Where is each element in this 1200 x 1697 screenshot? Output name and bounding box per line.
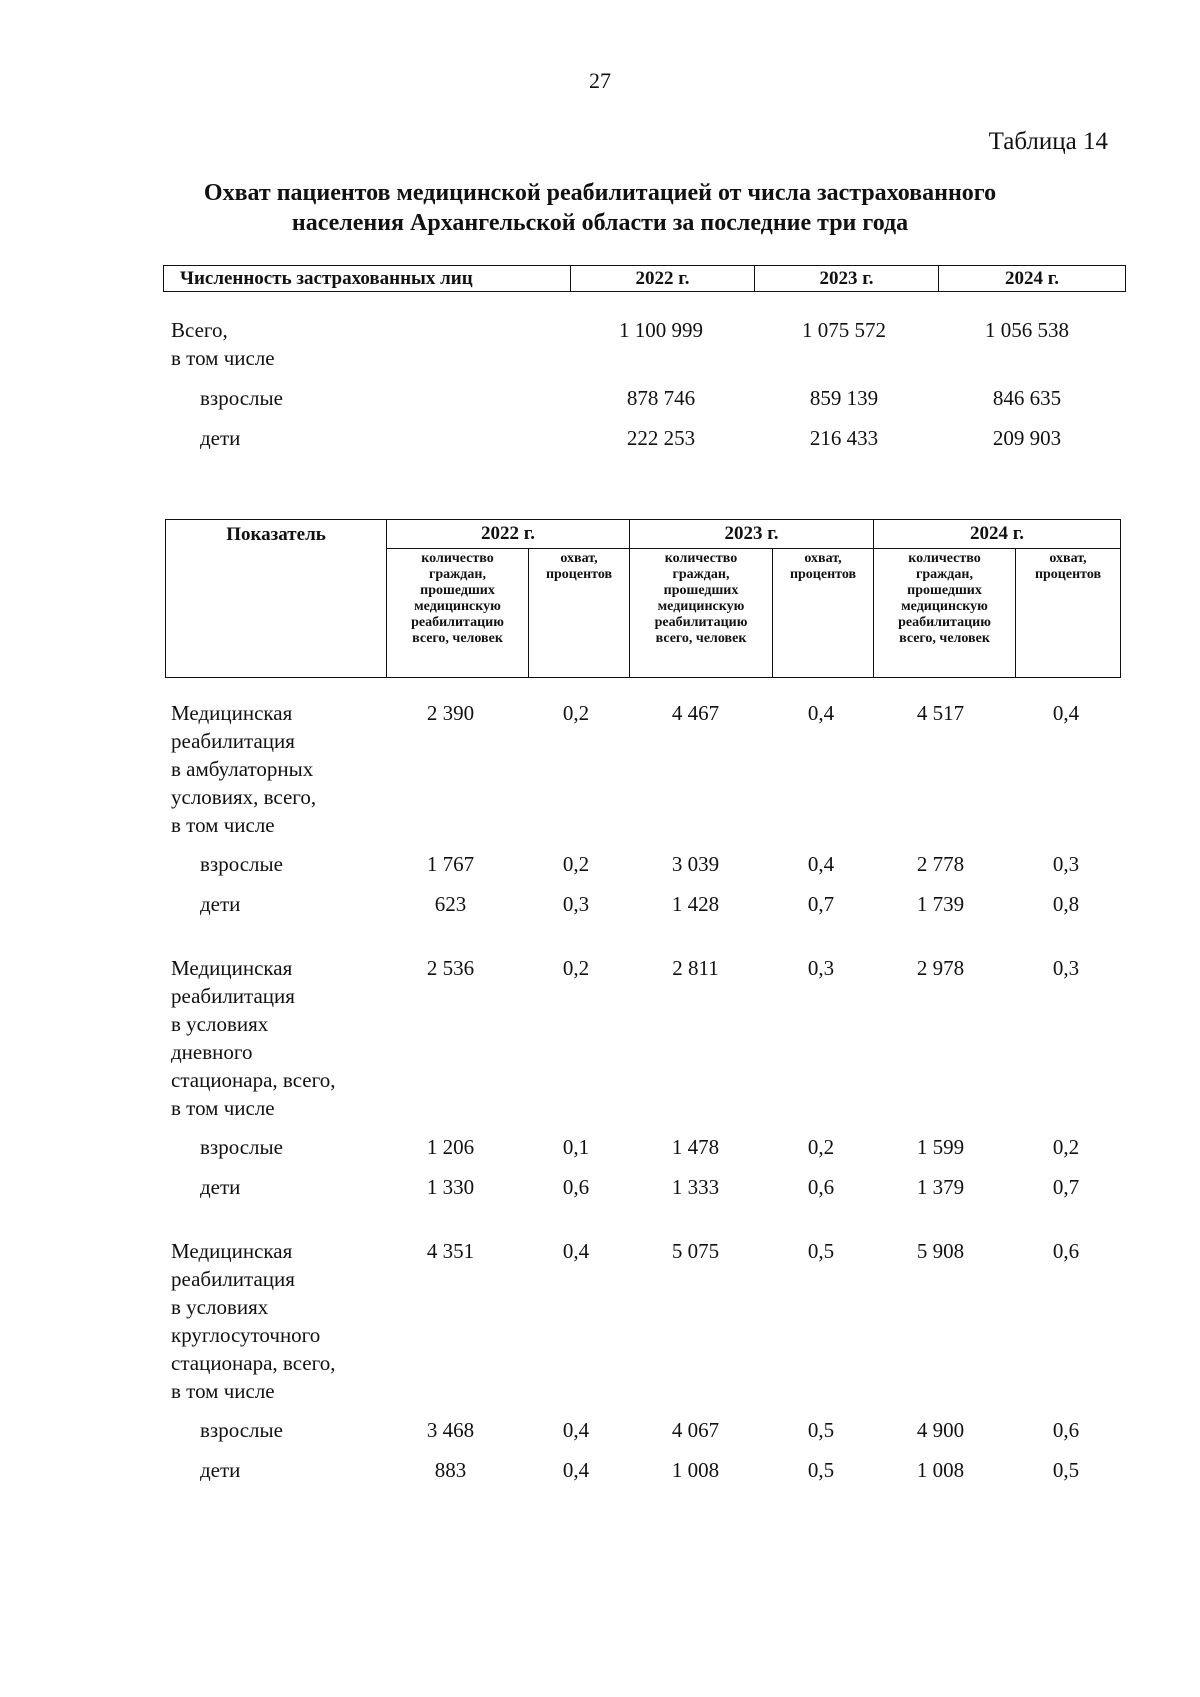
- row-label: взрослые: [200, 1135, 283, 1159]
- count-2022: 883: [434, 1458, 467, 1482]
- count-2022: 2 536: [426, 956, 475, 980]
- subheader-line: граждан,: [429, 567, 486, 582]
- row-label-line: Всего,: [171, 318, 228, 342]
- count-2022: 1 206: [426, 1135, 475, 1159]
- subheader-line: прошедших: [420, 583, 495, 598]
- insured-header-row: [164, 266, 1126, 292]
- row-label: дети: [200, 1458, 241, 1482]
- count-2022: 4 351: [426, 1239, 475, 1263]
- subheader-line: реабилитацию: [898, 615, 991, 630]
- count-2022: 1 330: [426, 1175, 475, 1199]
- pct-2022: 0,2: [562, 701, 590, 725]
- subheader-line: прошедших: [663, 583, 739, 598]
- subheader-line: всего, человек: [412, 631, 503, 646]
- count-subheader: [874, 549, 1016, 678]
- count-2024: 2 778: [916, 852, 965, 876]
- insured-header-table: [163, 265, 1126, 292]
- row-label-line: дневного: [171, 1040, 253, 1064]
- value-2022: 878 746: [626, 386, 696, 410]
- count-2022: 623: [434, 892, 467, 916]
- subheader-line: медицинскую: [901, 599, 988, 614]
- count-2022: 3 468: [426, 1418, 475, 1442]
- row-label: дети: [200, 426, 241, 450]
- subheader-line: всего, человек: [655, 631, 747, 646]
- row-label-line: в условиях: [171, 1295, 269, 1319]
- count-2024: 4 517: [916, 701, 965, 725]
- value-2023: 1 075 572: [802, 318, 886, 342]
- row-label-line: реабилитация: [171, 984, 295, 1008]
- pct-2024: 0,7: [1052, 1175, 1080, 1199]
- value-2023: 859 139: [809, 386, 879, 410]
- row-label-line: круглосуточного: [171, 1323, 321, 1347]
- subheader-line: процентов: [1034, 567, 1102, 582]
- row-label-line: в том числе: [171, 1096, 275, 1120]
- pct-subheader: [529, 549, 630, 678]
- pct-subheader: [1016, 549, 1121, 678]
- pct-2024: 0,8: [1052, 892, 1080, 916]
- pct-2024: 0,6: [1052, 1418, 1080, 1442]
- count-2023: 3 039: [671, 852, 720, 876]
- row-label-line: в том числе: [171, 346, 275, 370]
- page-number: 27: [589, 68, 611, 93]
- pct-2022: 0,4: [562, 1418, 590, 1442]
- table-label: Таблица 14: [988, 128, 1108, 155]
- count-2022: 1 767: [426, 852, 475, 876]
- row-label: взрослые: [200, 386, 283, 410]
- subheader-line: количество: [664, 551, 738, 566]
- row-label: [171, 1237, 391, 1405]
- count-2024: 1 008: [916, 1458, 965, 1482]
- count-2023: 1 478: [671, 1135, 720, 1159]
- pct-2024: 0,5: [1052, 1458, 1080, 1482]
- value-2023: 216 433: [809, 426, 879, 450]
- count-2023: 1 333: [671, 1175, 720, 1199]
- count-2023: 1 008: [671, 1458, 720, 1482]
- pct-2022: 0,4: [562, 1458, 590, 1482]
- value-2024: 846 635: [992, 386, 1062, 410]
- count-subheader: [387, 549, 529, 678]
- row-label-line: в амбулаторных: [171, 757, 314, 781]
- count-2023: 2 811: [672, 956, 719, 980]
- row-label: [171, 699, 391, 839]
- count-2023: 4 067: [671, 1418, 720, 1442]
- subheader-line: охват,: [804, 551, 842, 566]
- subheader-line: граждан,: [916, 567, 973, 582]
- insured-header-2024: 2024 г.: [939, 266, 1126, 292]
- pct-2023: 0,2: [807, 1135, 835, 1159]
- subheader-line: медицинскую: [657, 599, 745, 614]
- subheader-line: медицинскую: [414, 599, 501, 614]
- row-label-line: стационара, всего,: [171, 1068, 336, 1092]
- subheader-line: реабилитацию: [654, 615, 748, 630]
- pct-subheader: [773, 549, 874, 678]
- year-header-2023: 2023 г.: [630, 520, 874, 549]
- pct-2023: 0,5: [807, 1239, 835, 1263]
- pct-2022: 0,2: [562, 956, 590, 980]
- page-title: [0, 178, 1200, 238]
- subheader-line: прошедших: [907, 583, 982, 598]
- count-2024: 1 379: [916, 1175, 965, 1199]
- pct-2024: 0,4: [1052, 701, 1080, 725]
- row-label: [171, 316, 391, 372]
- row-label-line: условиях, всего,: [171, 785, 317, 809]
- subheader-line: всего, человек: [899, 631, 990, 646]
- pct-2022: 0,1: [562, 1135, 590, 1159]
- count-2024: 4 900: [916, 1418, 965, 1442]
- insured-header-2022: 2022 г.: [571, 266, 755, 292]
- pct-2024: 0,3: [1052, 956, 1080, 980]
- value-2024: 1 056 538: [985, 318, 1069, 342]
- row-label: взрослые: [200, 1418, 283, 1442]
- row-label: взрослые: [200, 852, 283, 876]
- rehab-header-table: [165, 519, 1121, 678]
- pct-2023: 0,5: [807, 1458, 835, 1482]
- row-label-line: Медицинская: [171, 1239, 293, 1263]
- count-2023: 4 467: [671, 701, 720, 725]
- count-2023: 5 075: [671, 1239, 720, 1263]
- row-label-line: реабилитация: [171, 729, 295, 753]
- subheader-line: реабилитацию: [411, 615, 504, 630]
- value-2024: 209 903: [992, 426, 1062, 450]
- title-line-2: населения Архангельской области за последние три года: [291, 210, 909, 236]
- row-label-line: реабилитация: [171, 1267, 295, 1291]
- count-2024: 5 908: [916, 1239, 965, 1263]
- pct-2024: 0,6: [1052, 1239, 1080, 1263]
- title-line-1: Охват пациентов медицинской реабилитацией от числа застрахованного: [203, 180, 997, 206]
- subheader-line: охват,: [1049, 551, 1087, 566]
- subheader-line: количество: [421, 551, 494, 566]
- pct-2022: 0,6: [562, 1175, 590, 1199]
- subheader-line: процентов: [545, 567, 613, 582]
- row-label: [171, 954, 391, 1122]
- pct-2023: 0,3: [807, 956, 835, 980]
- insured-header-2023: 2023 г.: [755, 266, 939, 292]
- indicator-header: Показатель: [166, 520, 387, 678]
- row-label-line: в том числе: [171, 813, 275, 837]
- count-2024: 2 978: [916, 956, 965, 980]
- pct-2022: 0,3: [562, 892, 590, 916]
- count-2022: 2 390: [426, 701, 475, 725]
- subheader-line: количество: [908, 551, 981, 566]
- subheader-line: охват,: [560, 551, 598, 566]
- insured-header-label: Численность застрахованных лиц: [164, 266, 571, 292]
- value-2022: 222 253: [626, 426, 696, 450]
- pct-2023: 0,4: [807, 852, 835, 876]
- year-header-2024: 2024 г.: [874, 520, 1121, 549]
- pct-2024: 0,2: [1052, 1135, 1080, 1159]
- count-2024: 1 739: [916, 892, 965, 916]
- row-label-line: Медицинская: [171, 701, 293, 725]
- pct-2023: 0,6: [807, 1175, 835, 1199]
- count-2024: 1 599: [916, 1135, 965, 1159]
- pct-2023: 0,7: [807, 892, 835, 916]
- year-header-2022: 2022 г.: [387, 520, 630, 549]
- row-label-line: в условиях: [171, 1012, 269, 1036]
- pct-2023: 0,5: [807, 1418, 835, 1442]
- subheader-line: процентов: [789, 567, 857, 582]
- subheader-line: граждан,: [672, 567, 730, 582]
- row-label-line: в том числе: [171, 1379, 275, 1403]
- pct-2022: 0,4: [562, 1239, 590, 1263]
- row-label-line: стационара, всего,: [171, 1351, 336, 1375]
- value-2022: 1 100 999: [619, 318, 703, 342]
- count-2023: 1 428: [671, 892, 720, 916]
- pct-2023: 0,4: [807, 701, 835, 725]
- row-label: дети: [200, 1175, 241, 1199]
- pct-2022: 0,2: [562, 852, 590, 876]
- row-label-line: Медицинская: [171, 956, 293, 980]
- pct-2024: 0,3: [1052, 852, 1080, 876]
- count-subheader: [630, 549, 773, 678]
- row-label: дети: [200, 892, 241, 916]
